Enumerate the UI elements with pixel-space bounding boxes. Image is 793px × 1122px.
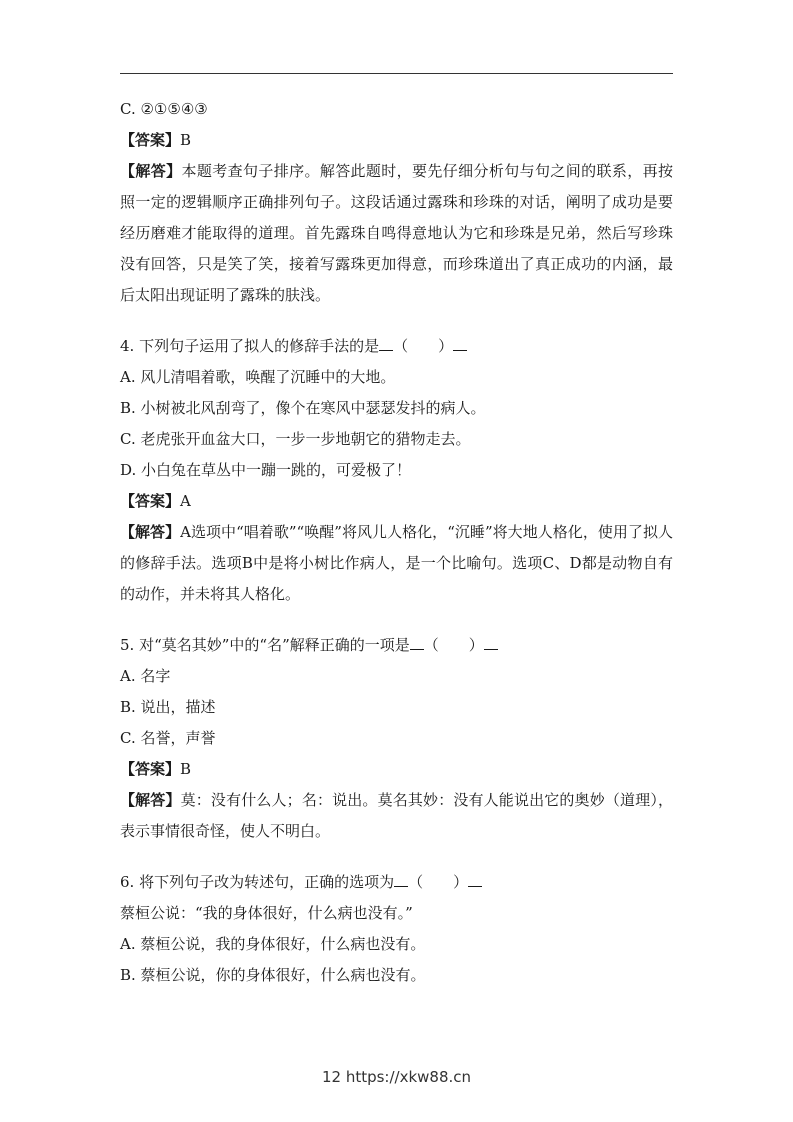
q6-option-a: A. 蔡桓公说，我的身体很好，什么病也没有。 [120, 935, 426, 953]
q4-explanation [120, 517, 673, 610]
explain-text: 莫：没有什么人；名：说出。莫名其妙：没有人能说出它的奥妙（道理），表示事情很奇怪，使人不明白。 [120, 791, 673, 840]
q5-option-c: C. 名誉，声誉 [120, 729, 216, 747]
answer-paren: （ ） [408, 873, 469, 891]
question-text: 4. 下列句子运用了拟人的修辞手法的是 [120, 337, 380, 355]
answer-blank [468, 872, 482, 887]
q3-answer [120, 125, 673, 156]
q6-quote: 蔡桓公说：“我的身体很好，什么病也没有。” [120, 904, 413, 922]
q4-answer [120, 486, 673, 517]
q3-explanation [120, 156, 673, 311]
answer-value: A [180, 492, 191, 510]
q5-option-a: A. 名字 [120, 667, 171, 685]
q6-option-b: B. 蔡桓公说，你的身体很好，什么病也没有。 [120, 966, 426, 984]
q5-stem [120, 630, 673, 661]
explain-label: 【解答】 [120, 162, 182, 180]
document-body [120, 94, 673, 991]
answer-paren: （ ） [393, 337, 454, 355]
header-rule [120, 73, 673, 74]
answer-blank [453, 336, 467, 351]
answer-blank [379, 336, 393, 351]
answer-label: 【答案】 [120, 131, 181, 149]
answer-value: B [180, 760, 192, 778]
answer-blank [394, 872, 408, 887]
q4-option-d: D. 小白兔在草丛中一蹦一跳的，可爱极了！ [120, 461, 412, 479]
q3-option-c: C. ②①⑤④③ [120, 100, 208, 118]
answer-label: 【答案】 [120, 492, 181, 510]
answer-blank [484, 635, 498, 650]
explain-label: 【解答】 [120, 791, 181, 809]
page-footer [0, 1068, 793, 1086]
answer-value: B [180, 131, 192, 149]
answer-blank [410, 635, 424, 650]
answer-label: 【答案】 [120, 760, 181, 778]
q5-option-b: B. 说出，描述 [120, 698, 216, 716]
answer-paren: （ ） [423, 636, 484, 654]
q4-stem [120, 331, 673, 362]
page-number: 12 [321, 1068, 342, 1086]
q4-option-b: B. 小树被北风刮弯了，像个在寒风中瑟瑟发抖的病人。 [120, 399, 486, 417]
q4-option-a: A. 风儿清唱着歌，唤醒了沉睡中的大地。 [120, 368, 396, 386]
footer-url: https://xkw88.cn [345, 1068, 472, 1086]
explain-text: 本题考查句子排序。解答此题时，要先仔细分析句与句之间的联系，再按照一定的逻辑顺序正确排列句子。这段话通过露珠和珍珠的对话，阐明了成功是要经历磨难才能取得的道理。首先露珠自鸣得意地认为它和珍珠是兄弟，然后写珍珠没有回答，只是笑了笑，接着写露珠更加得意，而珍珠道出了真正成功的内涵，最后太阳出现证明了露珠的肤浅。 [120, 162, 673, 304]
question-text: 5. 对“莫名其妙”中的“名”解释正确的一项是 [120, 636, 410, 654]
q6-stem [120, 867, 673, 898]
explain-text: A选项中“唱着歌”“唤醒”将风儿人格化，“沉睡”将大地人格化，使用了拟人的修辞手法。选项B中是将小树比作病人，是一个比喻句。选项C、D都是动物自有的动作，并未将其人格化。 [120, 523, 673, 603]
q5-explanation [120, 785, 673, 847]
q5-answer [120, 754, 673, 785]
question-text: 6. 将下列句子改为转述句，正确的选项为 [120, 873, 395, 891]
explain-label: 【解答】 [120, 523, 181, 541]
q4-option-c: C. 老虎张开血盆大口，一步一步地朝它的猎物走去。 [120, 430, 471, 448]
